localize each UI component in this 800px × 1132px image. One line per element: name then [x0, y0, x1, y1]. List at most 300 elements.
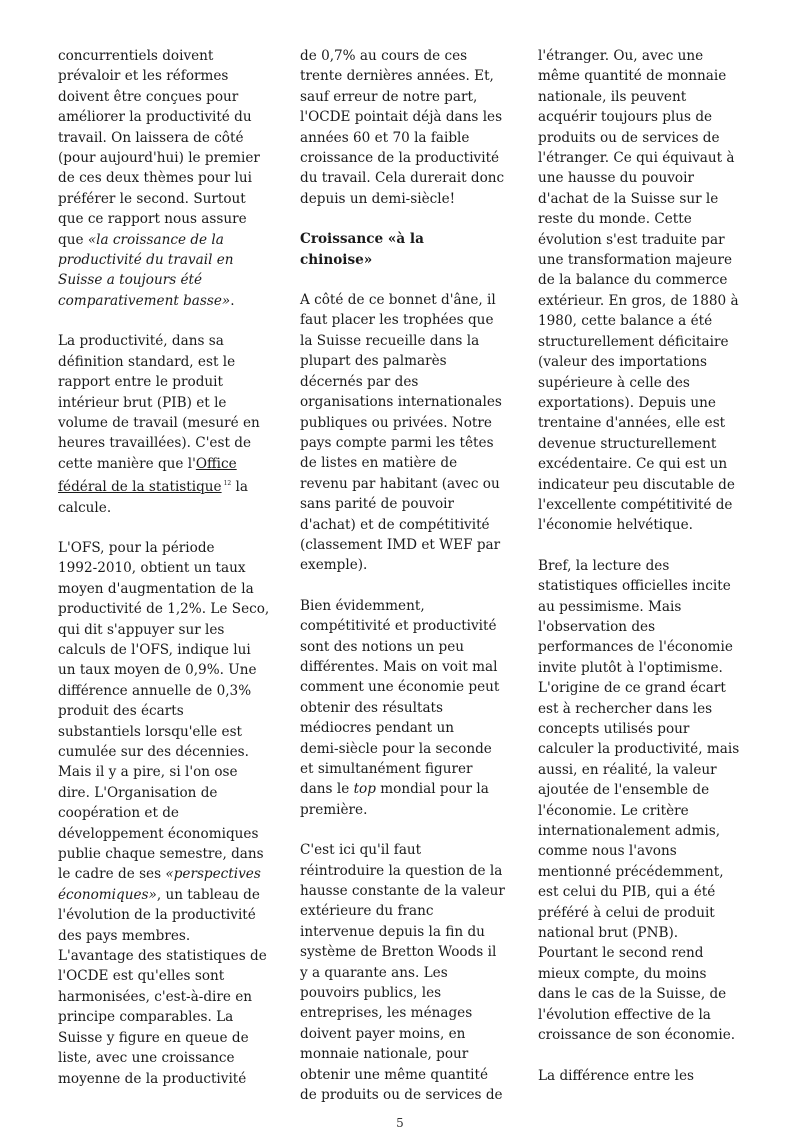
- text-line: [58, 681, 272, 701]
- text-run: est celui du PIB, qui a été: [538, 884, 716, 901]
- text-line: [58, 926, 272, 946]
- text-line: [538, 841, 750, 861]
- text-line: [58, 168, 272, 188]
- text-run: 1980, cette balance a été: [538, 313, 713, 330]
- text-run: l'économie helvétique.: [538, 517, 693, 534]
- text-run: de 0,7% au cours de ces: [300, 48, 468, 64]
- text-run: faut placer les trophées que: [300, 312, 494, 329]
- text-run: moyenne de la productivité: [58, 1070, 247, 1087]
- text-line: [300, 800, 512, 820]
- text-line: [58, 1048, 272, 1068]
- text-run: exemple).: [300, 557, 368, 574]
- text-run: supérieure à celle des: [538, 374, 690, 391]
- text-line: [538, 66, 750, 86]
- text-run: et simultanément figurer: [300, 761, 473, 777]
- text-line: [58, 148, 272, 168]
- text-line: [538, 373, 750, 393]
- text-run: concurrentiels doivent: [58, 48, 214, 64]
- text-run: l'OCDE est qu'elles sont: [58, 968, 225, 985]
- text-line: [300, 555, 512, 575]
- text-run: même quantité de monnaie: [538, 68, 727, 85]
- text-run: acquérir toujours plus de: [538, 109, 713, 126]
- text-run: doivent payer moins, en: [300, 1025, 466, 1042]
- text-line: [58, 987, 272, 1007]
- text-line: [300, 1065, 512, 1085]
- text-line: [300, 433, 512, 453]
- text-run: travail. On laissera de côté: [58, 129, 244, 146]
- text-line: [538, 352, 750, 372]
- text-line: [300, 922, 512, 942]
- text-run: harmonisées, c'est-à-dire en: [58, 988, 253, 1005]
- paragraph-gap: [300, 270, 512, 290]
- text-run: excédentaire. Ce qui est un: [538, 456, 728, 473]
- text-line: [538, 719, 750, 739]
- text-run: réintroduire la question de la: [300, 862, 503, 879]
- text-run: développement économiques: [58, 825, 259, 842]
- text-run: d'achat) et de compétitivité: [300, 516, 490, 533]
- text-run: doivent être conçues pour: [58, 88, 239, 105]
- text-line: [300, 168, 512, 188]
- text-run: (pour aujourd'hui) le premier: [58, 150, 260, 167]
- text-column-1: [58, 46, 272, 1089]
- text-line: [58, 966, 272, 986]
- text-line: [58, 46, 272, 66]
- text-line: [538, 393, 750, 413]
- text-column-3: [538, 46, 750, 1086]
- text-line: [300, 983, 512, 1003]
- text-line: [538, 332, 750, 352]
- text-line: [538, 1025, 750, 1045]
- text-line: [300, 66, 512, 86]
- text-run: croissance de son économie.: [538, 1027, 736, 1044]
- text-run: volume de travail (mesuré en: [58, 414, 260, 431]
- paragraph-gap: [300, 820, 512, 840]
- text-run: , un tableau de: [156, 886, 260, 903]
- text-line: [300, 739, 512, 759]
- text-run: demi-siècle pour la seconde: [300, 740, 492, 757]
- text-run: indicateur peu discutable de: [538, 476, 735, 493]
- text-run: l'économie. Le critère: [538, 802, 689, 819]
- text-line: [58, 1069, 272, 1089]
- italic-text: top: [353, 781, 376, 798]
- italic-text: productivité du travail en: [58, 252, 234, 269]
- text-line: [538, 862, 750, 882]
- text-run: calculs de l'OFS, indique lui: [58, 641, 251, 658]
- text-run: calcule.: [58, 499, 112, 516]
- text-line: [300, 453, 512, 473]
- section-heading: chinoise»: [300, 251, 373, 268]
- text-run: des pays membres.: [58, 927, 191, 944]
- text-line: [58, 372, 272, 392]
- text-run: obtenir des résultats: [300, 699, 443, 716]
- text-line: [538, 984, 750, 1004]
- text-run: d'achat de la Suisse sur le: [538, 190, 719, 207]
- text-run: principe comparables. La: [58, 1009, 234, 1026]
- text-run: rapport entre le produit: [58, 374, 223, 391]
- text-line: [58, 620, 272, 640]
- text-line: [538, 291, 750, 311]
- text-run: compétitivité et productivité: [300, 618, 497, 635]
- text-run: (classement IMD et WEF par: [300, 536, 501, 553]
- text-line: [538, 515, 750, 535]
- text-line: [300, 881, 512, 901]
- text-line: [538, 699, 750, 719]
- text-run: la Suisse recueille dans la: [300, 332, 480, 349]
- text-run: exportations). Depuis une: [538, 394, 716, 411]
- text-run: pays compte parmi les têtes: [300, 434, 494, 451]
- text-line: [538, 678, 750, 698]
- text-line: [300, 718, 512, 738]
- text-run: pouvoirs publics, les: [300, 985, 442, 1002]
- text-line: [538, 923, 750, 943]
- text-line: [538, 780, 750, 800]
- text-run: statistiques officielles incite: [538, 578, 731, 595]
- text-line: [58, 558, 272, 578]
- text-line: [300, 779, 512, 799]
- text-run: substantiels lorsqu'elle est: [58, 723, 243, 740]
- text-line: [300, 229, 512, 249]
- text-line: [538, 658, 750, 678]
- text-run: ajoutée de l'ensemble de: [538, 782, 710, 799]
- text-line: [538, 556, 750, 576]
- text-run: dire. L'Organisation de: [58, 784, 218, 801]
- text-run: publie chaque semestre, dans: [58, 846, 264, 863]
- text-line: [300, 1044, 512, 1064]
- text-line: [58, 538, 272, 558]
- text-run: l'excellente compétitivité de: [538, 496, 733, 513]
- text-line: [538, 495, 750, 515]
- text-run: (valeur des importations: [538, 354, 708, 371]
- text-line: [58, 474, 272, 497]
- text-line: [300, 494, 512, 514]
- text-column-2: [300, 46, 512, 1106]
- text-run: .: [230, 292, 235, 309]
- text-run: invite plutôt à l'optimisme.: [538, 659, 723, 676]
- paragraph-gap: [538, 536, 750, 556]
- text-run: concepts utilisés pour: [538, 721, 690, 737]
- text-run: améliorer la productivité du: [58, 109, 252, 126]
- text-run: au pessimisme. Mais: [538, 598, 682, 615]
- text-line: [300, 901, 512, 921]
- text-run: La productivité, dans sa: [58, 333, 224, 350]
- text-run: différentes. Mais on voit mal: [300, 658, 498, 675]
- text-line: [58, 393, 272, 413]
- italic-text: comparativement basse»: [58, 292, 231, 309]
- office-link[interactable]: Office: [195, 455, 237, 472]
- text-run: différence annuelle de 0,3%: [58, 682, 252, 699]
- text-run: dans le: [300, 781, 354, 798]
- text-run: extérieure du franc: [300, 903, 434, 920]
- text-line: [538, 230, 750, 250]
- text-run: produits ou de services de: [538, 129, 720, 146]
- text-line: [300, 942, 512, 962]
- text-line: [538, 434, 750, 454]
- text-line: [300, 413, 512, 433]
- text-line: [58, 230, 272, 250]
- text-run: décernés par des: [300, 373, 419, 390]
- text-line: [300, 372, 512, 392]
- text-run: un taux moyen de 0,9%. Une: [58, 662, 257, 679]
- text-run: une hausse du pouvoir: [538, 170, 694, 187]
- text-line: [538, 943, 750, 963]
- text-run: Bien évidemment,: [300, 597, 425, 614]
- text-line: [300, 677, 512, 697]
- text-run: intervenue depuis la fin du: [300, 923, 485, 940]
- text-line: [538, 739, 750, 759]
- text-line: [300, 1024, 512, 1044]
- text-run: depuis un demi-siècle!: [300, 190, 456, 207]
- text-line: [538, 964, 750, 984]
- text-run: publiques ou privées. Notre: [300, 414, 492, 431]
- text-run: devenue structurellement: [538, 435, 717, 452]
- text-line: [538, 821, 750, 841]
- text-line: [58, 640, 272, 660]
- text-line: [58, 209, 272, 229]
- text-run: A côté de ce bonnet d'âne, il: [300, 292, 496, 309]
- text-run: l'étranger. Ce qui équivaut à: [538, 150, 735, 167]
- text-line: [538, 189, 750, 209]
- text-line: [58, 433, 272, 453]
- italic-text: économiques»: [58, 886, 157, 903]
- text-line: [58, 331, 272, 351]
- text-run: sans parité de pouvoir: [300, 496, 455, 513]
- text-run: l'évolution effective de la: [538, 1006, 711, 1023]
- text-line: [538, 87, 750, 107]
- text-run: mondial pour la: [375, 781, 489, 798]
- text-line: [300, 840, 512, 860]
- text-run: aussi, en réalité, la valeur: [538, 761, 717, 778]
- text-line: [58, 905, 272, 925]
- text-run: L'avantage des statistiques de: [58, 948, 267, 965]
- footnote-ref[interactable]: 12: [223, 480, 232, 488]
- text-line: [538, 250, 750, 270]
- text-run: heures travaillées). C'est de: [58, 435, 251, 452]
- text-line: [300, 331, 512, 351]
- text-line: [538, 637, 750, 657]
- text-line: [538, 1066, 750, 1086]
- text-run: trente dernières années. Et,: [300, 68, 494, 85]
- text-run: la: [231, 479, 248, 496]
- text-run: est à rechercher dans les: [538, 700, 713, 717]
- text-line: [538, 107, 750, 127]
- text-run: médiocres pendant un: [300, 720, 454, 737]
- section-heading: Croissance «à la: [300, 231, 424, 248]
- text-run: plupart des palmarès: [300, 353, 447, 370]
- text-line: [58, 824, 272, 844]
- text-run: productivité de 1,2%. Le Seco,: [58, 601, 270, 618]
- text-line: [300, 616, 512, 636]
- text-line: [300, 657, 512, 677]
- text-run: obtenir une même quantité: [300, 1066, 489, 1083]
- text-run: mentionné précédemment,: [538, 863, 724, 880]
- text-run: le cadre de ses: [58, 866, 166, 883]
- text-run: du travail. Cela durerait donc: [300, 170, 505, 187]
- text-line: [300, 148, 512, 168]
- text-line: [58, 250, 272, 270]
- text-line: [300, 87, 512, 107]
- text-run: l'OCDE pointait déjà dans les: [300, 109, 503, 126]
- text-line: [538, 903, 750, 923]
- text-run: liste, avec une croissance: [58, 1050, 235, 1067]
- paragraph-gap: [538, 1046, 750, 1066]
- text-run: comme nous l'avons: [538, 843, 677, 860]
- text-line: [58, 1007, 272, 1027]
- text-run: cette manière que l': [58, 455, 196, 472]
- text-line: [300, 189, 512, 209]
- text-run: revenu par habitant (avec ou: [300, 475, 500, 492]
- text-run: de la balance du commerce: [538, 272, 728, 289]
- text-run: C'est ici qu'il faut: [300, 842, 422, 859]
- text-run: de listes en matière de: [300, 455, 458, 472]
- text-line: [300, 1085, 512, 1105]
- italic-text: «la croissance de la: [87, 231, 224, 248]
- text-line: [58, 762, 272, 782]
- text-run: l'étranger. Ou, avec une: [538, 48, 704, 64]
- office-link[interactable]: fédéral de la statistique: [58, 479, 222, 496]
- text-run: intérieur brut (PIB) et le: [58, 394, 227, 411]
- text-run: que ce rapport nous assure: [58, 211, 247, 228]
- paragraph-gap: [300, 209, 512, 229]
- text-line: [58, 413, 272, 433]
- italic-text: «perspectives: [165, 866, 261, 883]
- text-line: [58, 66, 272, 86]
- text-line: [538, 413, 750, 433]
- text-line: [538, 617, 750, 637]
- text-run: qui dit s'appuyer sur les: [58, 621, 225, 638]
- text-line: [58, 803, 272, 823]
- text-line: [300, 759, 512, 779]
- text-line: [58, 454, 272, 474]
- text-line: [58, 87, 272, 107]
- text-line: [300, 637, 512, 657]
- text-run: de ces deux thèmes pour lui: [58, 170, 252, 187]
- text-run: coopération et de: [58, 805, 179, 822]
- text-line: [538, 46, 750, 66]
- text-run: l'observation des: [538, 618, 656, 635]
- text-line: [58, 701, 272, 721]
- text-line: [58, 498, 272, 518]
- text-run: y a quarante ans. Les: [300, 964, 448, 981]
- text-run: sauf erreur de notre part,: [300, 88, 478, 105]
- text-run: 1992-2010, obtient un taux: [58, 560, 246, 577]
- text-run: moyen d'augmentation de la: [58, 580, 254, 597]
- paragraph-gap: [58, 311, 272, 331]
- text-line: [58, 946, 272, 966]
- text-run: préférer le second. Surtout: [58, 190, 246, 207]
- text-line: [58, 722, 272, 742]
- page-number: 5: [396, 1116, 404, 1130]
- text-line: [300, 290, 512, 310]
- text-line: [300, 46, 512, 66]
- text-line: [538, 576, 750, 596]
- text-run: Suisse y figure en queue de: [58, 1029, 249, 1046]
- text-line: [300, 128, 512, 148]
- text-line: [538, 148, 750, 168]
- text-run: mieux compte, du moins: [538, 965, 707, 982]
- text-run: système de Bretton Woods il: [300, 944, 497, 961]
- text-line: [58, 291, 272, 311]
- text-run: première.: [300, 801, 368, 818]
- text-run: nationale, ils peuvent: [538, 88, 687, 105]
- text-run: produit des écarts: [58, 703, 184, 720]
- text-run: reste du monde. Cette: [538, 211, 692, 228]
- text-line: [300, 310, 512, 330]
- text-line: [58, 885, 272, 905]
- text-line: [58, 579, 272, 599]
- text-run: entreprises, les ménages: [300, 1005, 473, 1022]
- text-run: préféré à celui de produit: [538, 904, 715, 921]
- text-line: [300, 963, 512, 983]
- text-run: organisations internationales: [300, 394, 502, 411]
- text-line: [58, 352, 272, 372]
- text-line: [538, 454, 750, 474]
- text-line: [300, 351, 512, 371]
- text-run: une transformation majeure: [538, 252, 733, 269]
- text-run: trentaine d'années, elle est: [538, 415, 726, 432]
- text-run: évolution s'est traduite par: [538, 231, 725, 248]
- text-run: années 60 et 70 la faible: [300, 129, 470, 146]
- text-line: [538, 801, 750, 821]
- text-run: structurellement déficitaire: [538, 333, 729, 350]
- italic-text: Suisse a toujours été: [58, 272, 203, 289]
- text-run: performances de l'économie: [538, 639, 733, 656]
- text-line: [538, 475, 750, 495]
- text-run: prévaloir et les réformes: [58, 68, 229, 85]
- text-line: [300, 596, 512, 616]
- text-run: Bref, la lecture des: [538, 557, 670, 574]
- text-run: L'origine de ce grand écart: [538, 680, 726, 697]
- text-line: [538, 311, 750, 331]
- text-run: Pourtant le second rend: [538, 945, 704, 962]
- text-line: [58, 660, 272, 680]
- text-run: définition standard, est le: [58, 353, 236, 370]
- text-line: [58, 1028, 272, 1048]
- text-run: cumulée sur des décennies.: [58, 744, 249, 760]
- text-line: [538, 168, 750, 188]
- text-line: [538, 270, 750, 290]
- text-line: [58, 844, 272, 864]
- text-line: [58, 599, 272, 619]
- text-run: national brut (PNB).: [538, 925, 679, 942]
- text-line: [300, 861, 512, 881]
- text-run: monnaie nationale, pour: [300, 1046, 469, 1063]
- text-line: [300, 535, 512, 555]
- text-line: [58, 128, 272, 148]
- text-run: croissance de la productivité: [300, 150, 500, 167]
- paragraph-gap: [58, 518, 272, 538]
- text-run: L'OFS, pour la période: [58, 539, 215, 556]
- text-line: [300, 698, 512, 718]
- text-run: sont des notions un peu: [300, 638, 465, 655]
- text-line: [300, 392, 512, 412]
- text-line: [300, 250, 512, 270]
- text-line: [58, 107, 272, 127]
- text-line: [538, 209, 750, 229]
- text-line: [538, 597, 750, 617]
- text-run: extérieur. En gros, de 1880 à: [538, 292, 739, 309]
- text-run: que: [58, 231, 88, 248]
- text-run: hausse constante de la valeur: [300, 883, 505, 900]
- text-line: [58, 270, 272, 290]
- text-line: [58, 189, 272, 209]
- text-line: [538, 128, 750, 148]
- text-run: de produits ou de services de: [300, 1087, 503, 1104]
- text-line: [58, 864, 272, 884]
- text-line: [300, 107, 512, 127]
- text-line: [300, 515, 512, 535]
- text-run: calculer la productivité, mais: [538, 741, 740, 758]
- text-line: [538, 882, 750, 902]
